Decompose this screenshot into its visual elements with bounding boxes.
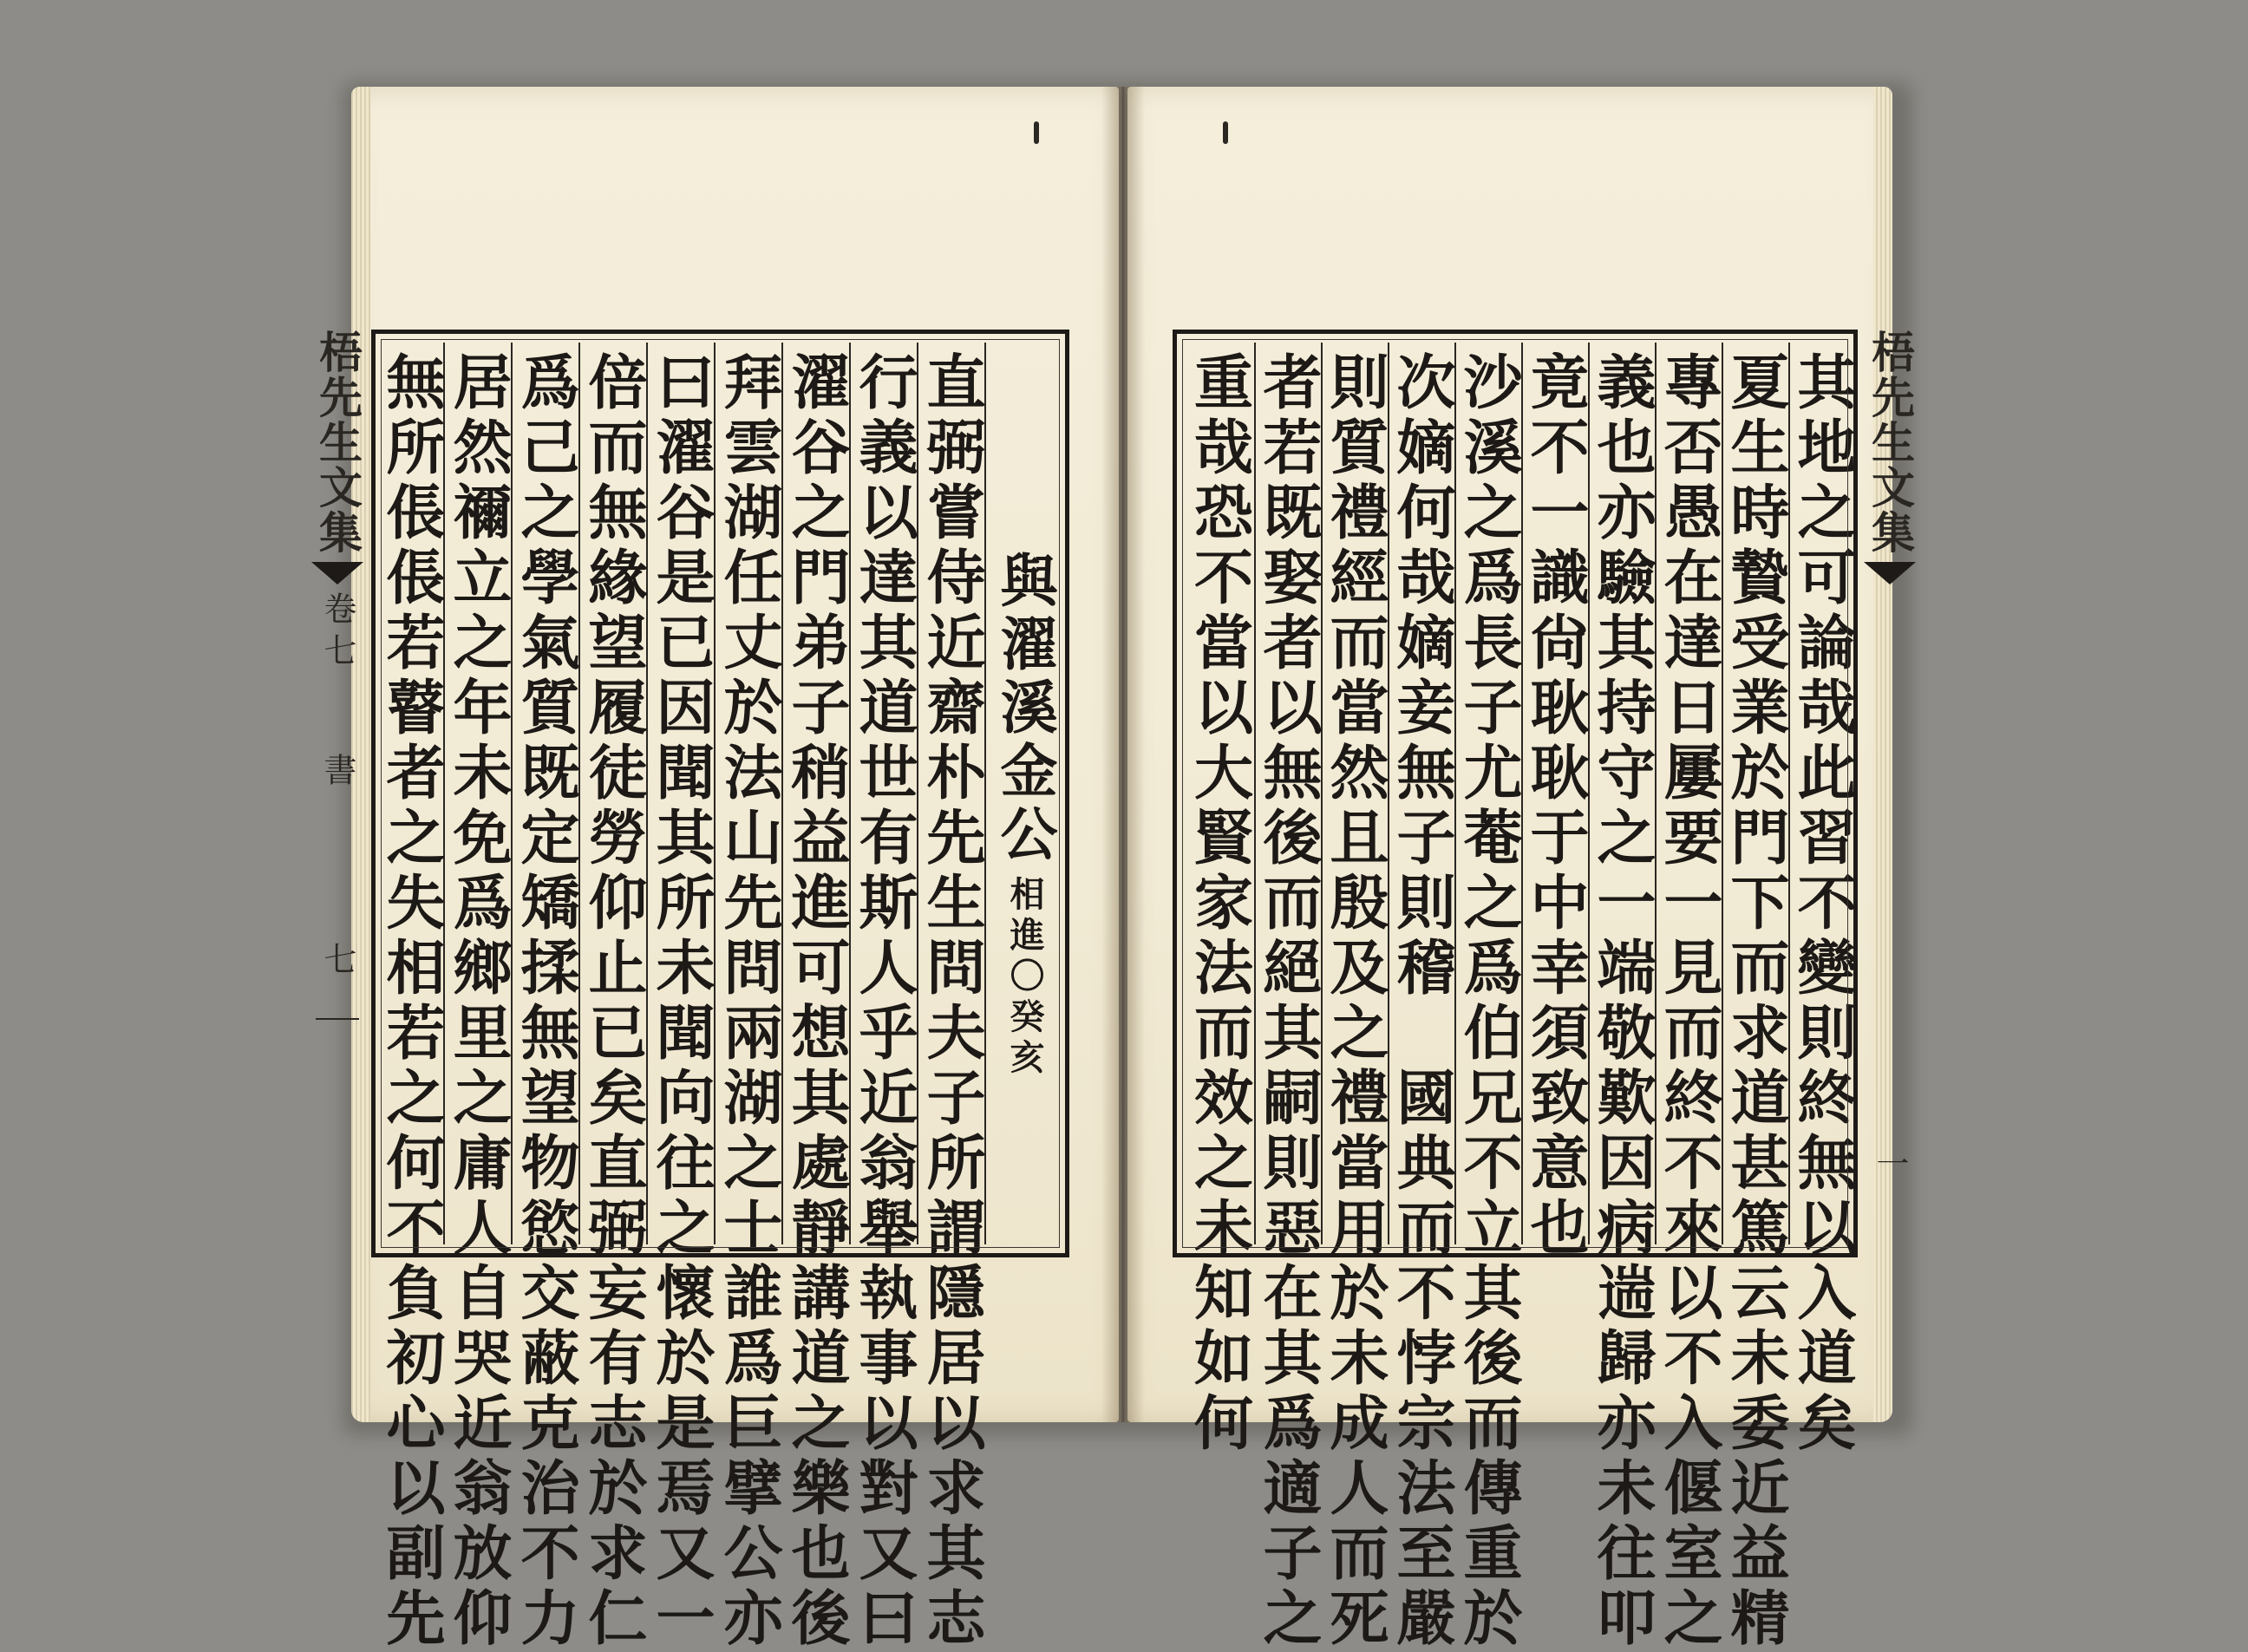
text-column: 直弼嘗侍近齋朴先生問夫子所謂隱居以求其志 — [917, 351, 986, 1652]
text-column: 義也亦驗其持守之一端敬歎因病遄歸亦未往叩 — [1587, 351, 1657, 1652]
text-column: 者若既娶者以無後而絕其嗣則惡在其爲適子之 — [1253, 351, 1323, 1652]
text-column: 倍而無緣望履徒勞仰止已矣直弼妄有志於求仁 — [578, 351, 648, 1652]
text-column: 專否愚在達日屢要一見而終不來以不入偃室之 — [1654, 351, 1723, 1652]
left-margin-page-number: 七 — [318, 942, 356, 983]
text-column: 拜雲湖任丈於法山先問兩湖之士誰爲巨擘公亦 — [714, 351, 783, 1652]
letter-title: 與濯溪金公 — [990, 551, 1058, 867]
text-column: 居然禰立之年未免爲鄉里之庸人自哭近翁放仰 — [443, 351, 513, 1652]
text-column: 濯谷之門弟子稍益進可想其處靜講道之樂也後 — [781, 351, 851, 1652]
text-column: 其地之可論哉此習不變則終無以入道矣 — [1787, 351, 1857, 1457]
text-column: 竟不一識尙耿耿于中幸須致意也 — [1520, 351, 1590, 1262]
left-margin-column — [304, 330, 371, 1257]
left-fish-tail-mark — [311, 562, 363, 584]
binding-hole-left — [1034, 121, 1039, 144]
left-title-column — [985, 334, 1063, 1253]
text-column: 則質禮經而當然且殷及之禮當用於未成人而死 — [1320, 351, 1389, 1652]
right-margin-column — [1856, 330, 1924, 1257]
right-fish-tail-mark — [1864, 562, 1916, 584]
text-column: 次嫡何哉嫡妾無子則稽 國典而不悖宗法至嚴 — [1387, 351, 1456, 1652]
left-margin-volume: 卷七 — [318, 591, 356, 675]
text-column: 夏生時贄受業於門下而求道甚篤云未委近益精 — [1721, 351, 1790, 1652]
binding-hole-right — [1223, 121, 1228, 144]
right-margin-page-mark: 一 — [1871, 1146, 1909, 1188]
text-column: 行義以達其道世有斯人乎近翁舉執事以對又曰 — [849, 351, 918, 1652]
left-margin-rule — [316, 1018, 359, 1020]
text-column: 沙溪之爲長子尤菴之爲伯兄不立其後而傳重於 — [1454, 351, 1523, 1652]
text-column: 無所倀倀若瞽者之失相若之何不負初心以副先 — [376, 351, 446, 1652]
left-text-frame — [371, 330, 1069, 1652]
text-column: 爲己之學氣質既定矯揉無望物慾交蔽克治不力 — [511, 351, 580, 1652]
right-margin-title: 梧先生文集 — [1865, 330, 1916, 555]
text-column: 重哉恐不當以大賢家法而效之未知如何 — [1184, 351, 1254, 1457]
text-column: 曰濯谷是已因聞其所未聞向往之懷於是焉又一 — [646, 351, 716, 1652]
right-text-frame — [1173, 330, 1858, 1652]
left-margin-section: 書 — [318, 753, 356, 794]
book-gutter — [1101, 87, 1145, 1422]
left-margin-title: 梧先生文集 — [312, 330, 363, 555]
letter-subtitle: 相進〇癸亥 — [1004, 876, 1045, 1080]
